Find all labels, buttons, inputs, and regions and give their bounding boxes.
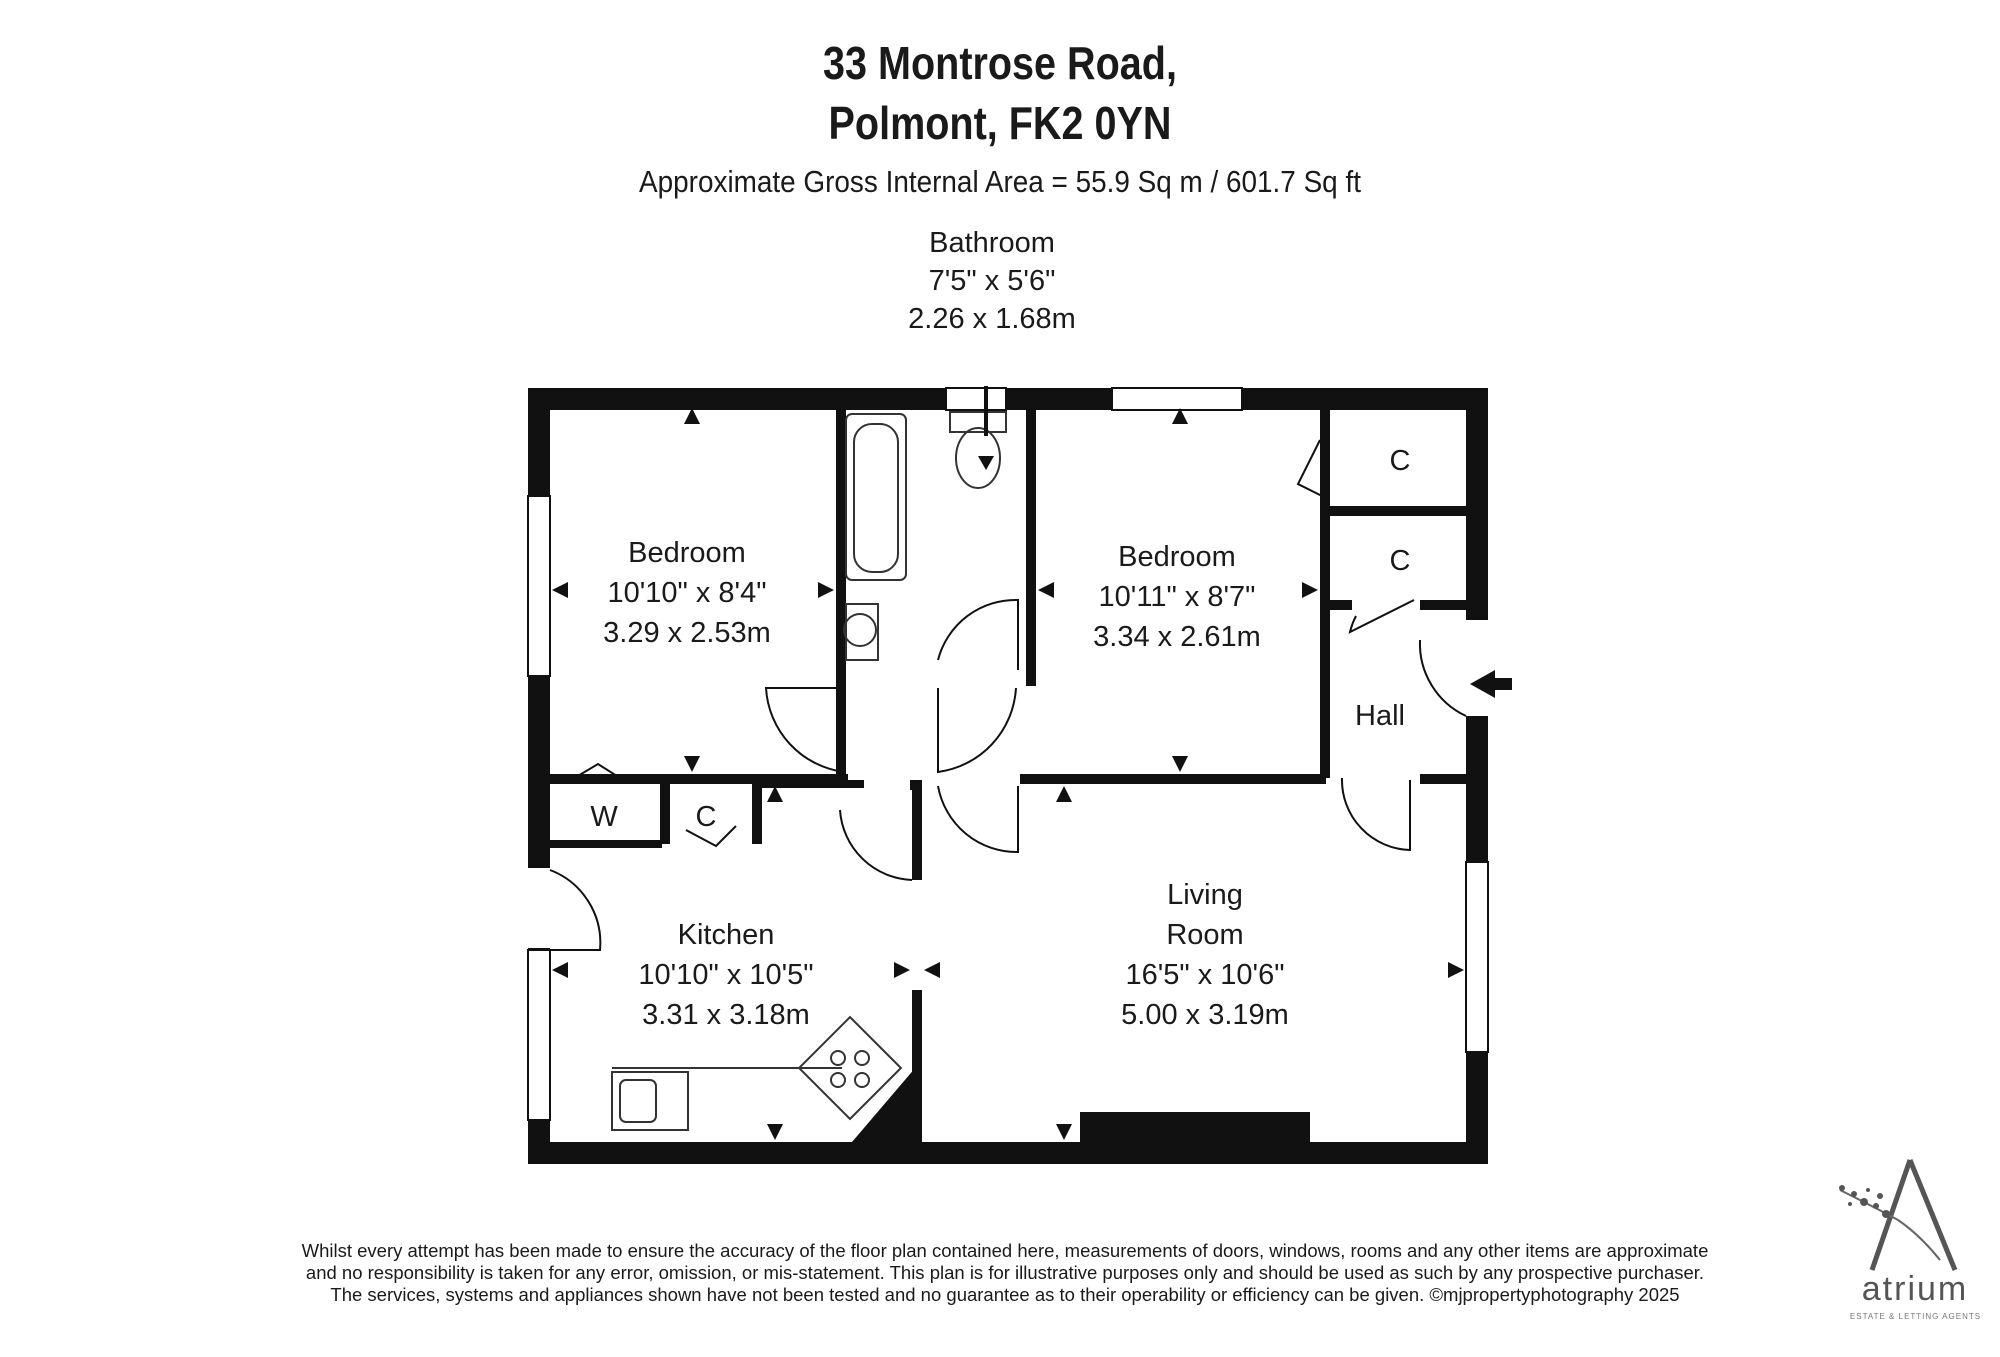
room-labels [590, 227, 1410, 1031]
living-label-line1: Living [1167, 879, 1243, 911]
bedroom2-imperial: 10'11" x 8'7" [1098, 581, 1256, 613]
bedroom2-metric: 3.34 x 2.61m [1093, 621, 1261, 653]
walls [528, 388, 1488, 1164]
living-metric: 5.00 x 3.19m [1121, 999, 1289, 1031]
bathroom-metric: 2.26 x 1.68m [908, 303, 1076, 335]
living-label-line2: Room [1166, 919, 1244, 951]
bathroom-label: Bathroom [929, 227, 1055, 259]
bedroom1-label: Bedroom [628, 537, 746, 569]
kitchen-metric: 3.31 x 3.18m [642, 999, 810, 1031]
gross-internal-area: Approximate Gross Internal Area = 55.9 Sq m / 601.7 Sq ft [639, 164, 1361, 199]
disclaimer [230, 1240, 1780, 1306]
address-line-2: Polmont, FK2 0YN [828, 97, 1172, 149]
wardrobe-label: W [590, 801, 618, 833]
disclaimer-line-1: Whilst every attempt has been made to ensure the accuracy of the floor plan contained here, measurements of doors, windows, rooms and any other items are approximate [301, 1240, 1709, 1261]
bedroom1-imperial: 10'10" x 8'4" [607, 577, 767, 609]
living-imperial: 16'5" x 10'6" [1125, 959, 1285, 991]
hall-label: Hall [1355, 700, 1405, 732]
bathroom-imperial: 7'5" x 5'6" [928, 265, 1056, 297]
cupboard-label-1: C [1389, 445, 1411, 477]
kitchen-label: Kitchen [677, 919, 775, 951]
disclaimer-line-2: and no responsibility is taken for any error, omission, or mis-statement. This plan is for illustrative purposes only and should be used as such by any prospective purchaser. [305, 1262, 1705, 1283]
logo-wordmark: atrium [1861, 1270, 1969, 1308]
disclaimer-line-3: The services, systems and appliances shown have not been tested and no guarantee as to their operability or efficiency can be given. ©mjpropertyphotography 2025 [330, 1284, 1680, 1305]
bedroom1-metric: 3.29 x 2.53m [603, 617, 771, 649]
address-line-1: 33 Montrose Road, [823, 37, 1177, 89]
cupboard-label-3: C [695, 801, 717, 833]
bedroom2-label: Bedroom [1118, 541, 1236, 573]
logo-tagline: ESTATE & LETTING AGENTS [1849, 1312, 1982, 1321]
kitchen-imperial: 10'10" x 10'5" [638, 959, 814, 991]
cupboard-label-2: C [1389, 545, 1411, 577]
